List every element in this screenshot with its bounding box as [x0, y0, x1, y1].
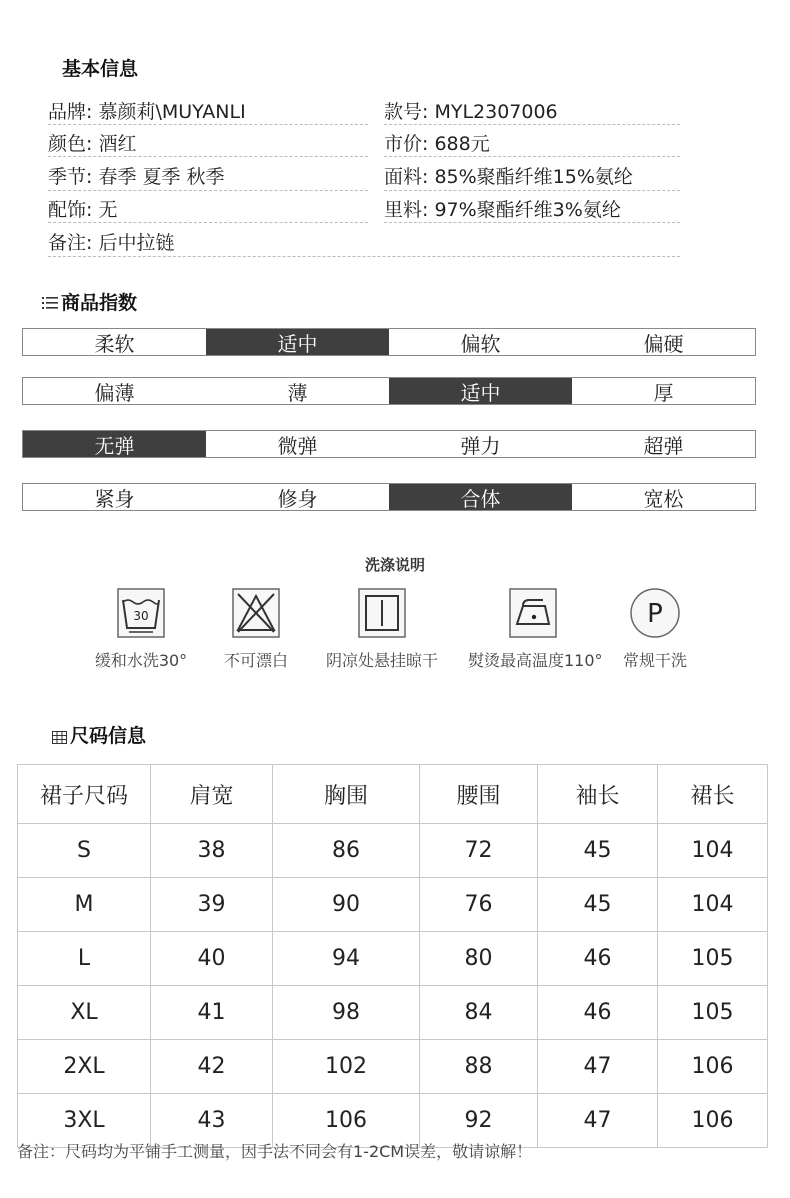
table-cell: 47: [538, 1094, 658, 1148]
table-cell: 88: [420, 1040, 538, 1094]
table-cell: 3XL: [18, 1094, 151, 1148]
table-cell: 105: [658, 932, 768, 986]
index-cell: 厚: [653, 380, 674, 405]
table-header-cell: 肩宽: [151, 765, 273, 824]
table-header-cell: 胸围: [273, 765, 420, 824]
size-note: 备注：尺码均为平铺手工测量，因手法不同会有1-2CM误差，敬请谅解！: [17, 1142, 533, 1161]
no-bleach-icon: [232, 588, 280, 638]
table-cell: 46: [538, 932, 658, 986]
table-cell: 94: [273, 932, 420, 986]
info-accessory: 配饰: 无: [48, 199, 118, 221]
table-cell: 98: [273, 986, 420, 1040]
index-scale-row: [22, 483, 756, 511]
index-cell: 宽松: [643, 486, 684, 511]
info-lining: 里料: 97%聚酯纤维3%氨纶: [384, 199, 621, 221]
dry-clean-icon: [628, 588, 682, 638]
table-cell: 80: [420, 932, 538, 986]
table-cell: 105: [658, 986, 768, 1040]
table-header-row: [18, 765, 768, 824]
info-remark: 备注: 后中拉链: [48, 232, 175, 254]
table-cell: 40: [151, 932, 273, 986]
table-cell: 106: [273, 1094, 420, 1148]
size-table: [17, 764, 768, 1148]
index-cell: 偏硬: [643, 331, 684, 356]
table-cell: XL: [18, 986, 151, 1040]
info-color: 颜色: 酒红: [48, 133, 137, 155]
divider: [48, 222, 368, 223]
list-icon: [42, 295, 58, 309]
index-scale-row: [22, 328, 756, 356]
table-cell: 38: [151, 824, 273, 878]
table-header-cell: 裙子尺码: [18, 765, 151, 824]
index-cell: 超弹: [643, 433, 684, 458]
size-title: 尺码信息: [70, 725, 147, 747]
table-cell: 45: [538, 878, 658, 932]
wash-item-iron: [468, 588, 603, 671]
table-cell: M: [18, 878, 151, 932]
table-cell: 46: [538, 986, 658, 1040]
table-cell: 45: [538, 824, 658, 878]
wash-label: 不可漂白: [223, 651, 288, 670]
index-cell: 薄: [287, 380, 308, 405]
table-cell: 102: [273, 1040, 420, 1094]
iron-icon: [509, 588, 557, 638]
wash-label: 熨烫最高温度110°: [468, 651, 603, 670]
table-cell: L: [18, 932, 151, 986]
index-cell: 偏软: [460, 331, 501, 356]
index-scale-row: [22, 377, 756, 405]
index-cell-selected: 适中: [389, 378, 572, 404]
table-cell: 92: [420, 1094, 538, 1148]
basic-info-title: 基本信息: [62, 58, 139, 80]
divider: [48, 124, 368, 125]
wash-label: 阴凉处悬挂晾干: [325, 651, 438, 670]
info-season: 季节: 春季 夏季 秋季: [48, 166, 225, 188]
index-cell: 微弹: [277, 433, 318, 458]
wash-label: 常规干洗: [622, 651, 687, 670]
table-cell: 106: [658, 1040, 768, 1094]
divider: [48, 156, 368, 157]
table-cell: 41: [151, 986, 273, 1040]
index-scale-row: [22, 430, 756, 458]
table-cell: 2XL: [18, 1040, 151, 1094]
table-cell: 39: [151, 878, 273, 932]
table-cell: S: [18, 824, 151, 878]
table-cell: 42: [151, 1040, 273, 1094]
index-cell: 柔软: [94, 331, 135, 356]
wash-label: 缓和水洗30°: [94, 651, 188, 670]
info-brand: 品牌: 慕颜莉\MUYANLI: [48, 101, 246, 123]
table-row: [18, 1040, 768, 1094]
wash-item-wash30: [76, 588, 206, 671]
table-cell: 47: [538, 1040, 658, 1094]
table-row: [18, 932, 768, 986]
index-cell: 紧身: [94, 486, 135, 511]
index-title: 商品指数: [61, 292, 138, 314]
table-row: [18, 986, 768, 1040]
info-price: 市价: 688元: [384, 133, 490, 155]
table-row: [18, 878, 768, 932]
table-header-cell: 裙长: [658, 765, 768, 824]
svg-text:P: P: [647, 599, 663, 629]
wash-item-line-dry: [317, 588, 447, 671]
wash-item-dry-clean: [590, 588, 720, 671]
table-cell: 84: [420, 986, 538, 1040]
table-cell: 43: [151, 1094, 273, 1148]
table-cell: 106: [658, 1094, 768, 1148]
grid-icon: [52, 729, 67, 742]
table-cell: 90: [273, 878, 420, 932]
info-fabric: 面料: 85%聚酯纤维15%氨纶: [384, 166, 633, 188]
divider: [48, 190, 368, 191]
table-header-cell: 袖长: [538, 765, 658, 824]
washing-title: 洗涤说明: [364, 556, 425, 574]
index-cell: 偏薄: [94, 380, 135, 405]
line-dry-shade-icon: [358, 588, 406, 638]
index-cell-selected: 合体: [389, 484, 572, 510]
divider: [48, 256, 680, 257]
info-style-no: 款号: MYL2307006: [384, 101, 558, 123]
table-cell: 86: [273, 824, 420, 878]
wash-item-no-bleach: [191, 588, 321, 671]
index-cell-selected: 适中: [206, 329, 389, 355]
wash-30-icon: [117, 588, 165, 638]
table-cell: 104: [658, 824, 768, 878]
index-cell: 弹力: [460, 433, 501, 458]
table-row: [18, 824, 768, 878]
index-cell-selected: 无弹: [23, 431, 206, 457]
divider: [384, 222, 680, 223]
divider: [384, 156, 680, 157]
index-cell: 修身: [277, 486, 318, 511]
divider: [384, 124, 680, 125]
table-cell: 104: [658, 878, 768, 932]
divider: [384, 190, 680, 191]
table-cell: 76: [420, 878, 538, 932]
table-header-cell: 腰围: [420, 765, 538, 824]
svg-text:30: 30: [133, 609, 149, 623]
table-cell: 72: [420, 824, 538, 878]
